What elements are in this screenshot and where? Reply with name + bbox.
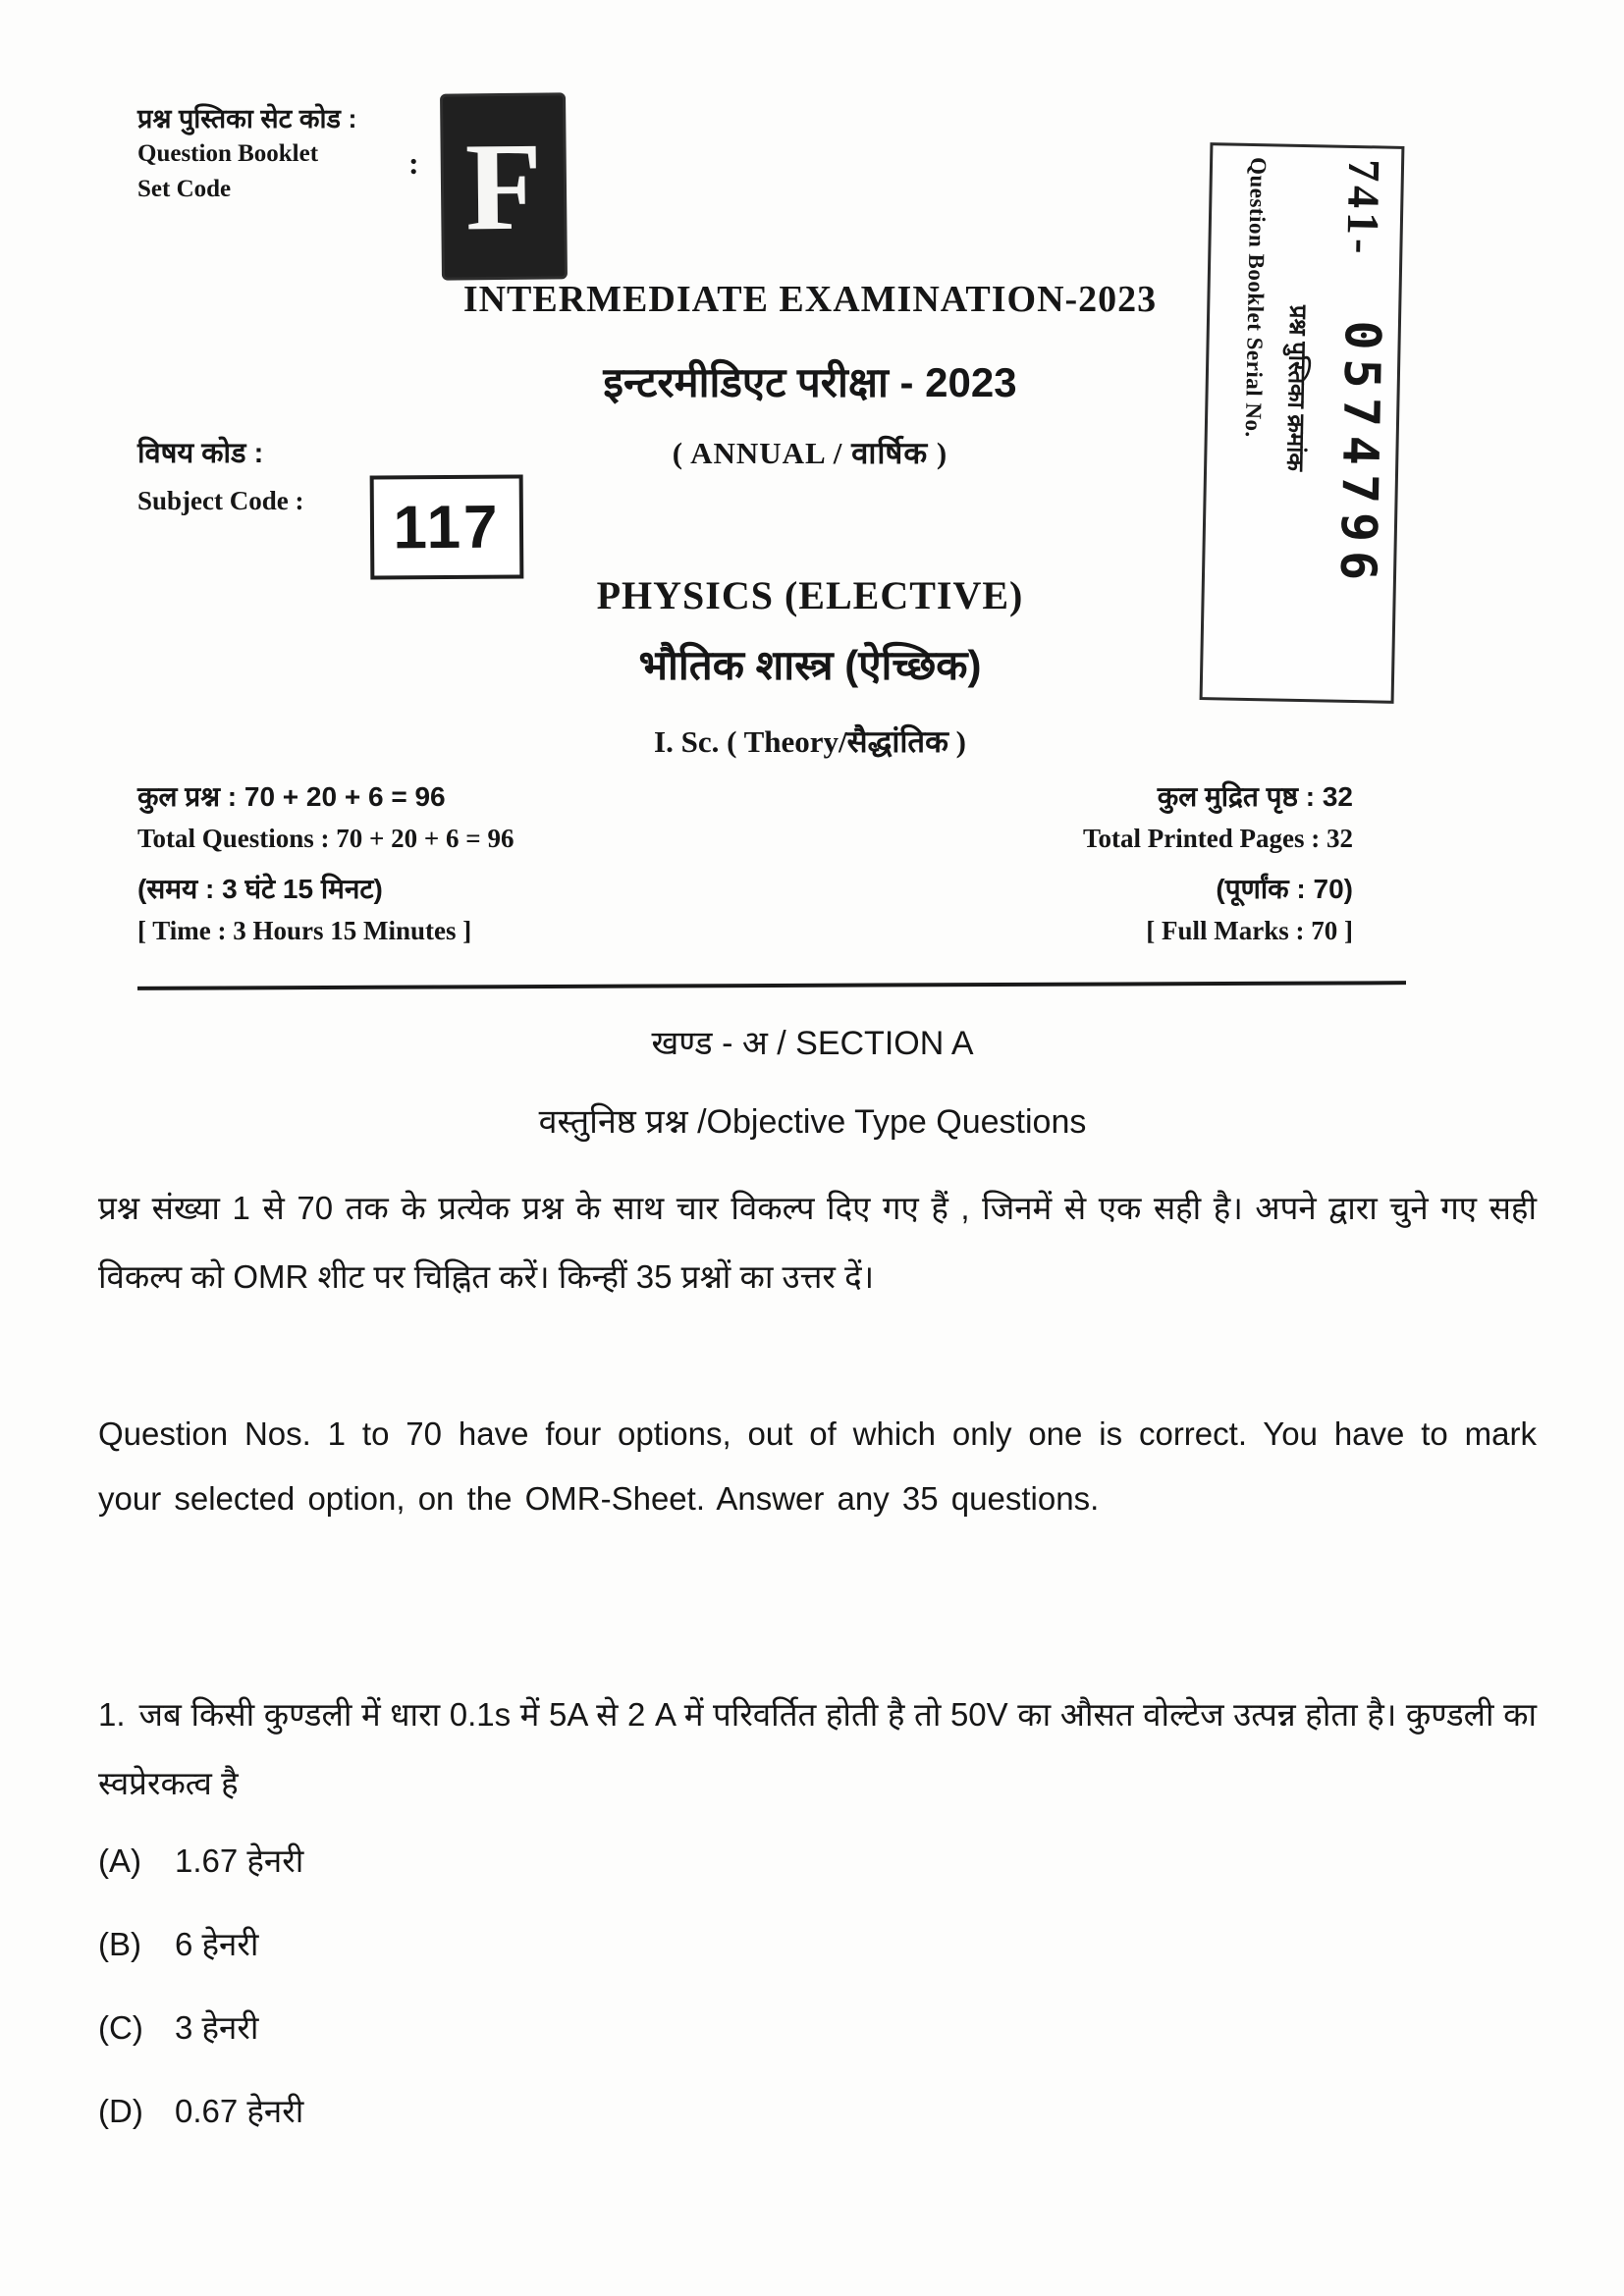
- option-a-label: (A): [98, 1842, 141, 1879]
- subject-code-value-box: 117: [370, 474, 524, 579]
- exam-title-hindi: इन्टरमीडिएट परीक्षा - 2023: [603, 359, 1017, 405]
- exam-title-english: INTERMEDIATE EXAMINATION-2023: [462, 279, 1158, 320]
- printed-pages-hindi: कुल मुद्रित पृष्ठ : 32: [1157, 781, 1353, 812]
- set-code-colon: :: [408, 145, 419, 181]
- serial-number-stamp: 0574796: [1328, 319, 1392, 590]
- set-code-label-english-line1: Question Booklet: [137, 140, 319, 167]
- set-code-label-english-line2: Set Code: [137, 176, 232, 202]
- booklet-serial-numbers: [1308, 158, 1394, 689]
- instructions-hindi: प्रश्न संख्या 1 से 70 तक के प्रत्येक प्रश्न के साथ चार विकल्प दिए गए हैं , जिनमें से एक सही है। अपने द्वारा चुने गए सही विकल्प को OMR शीट पर चिह्नित करें। किन्हीं 35 प्रश्नों का उत्तर दें।: [98, 1190, 1537, 1295]
- subject-code-label-english: Subject Code :: [137, 486, 304, 515]
- question-1-text: जब किसी कुण्डली में धारा 0.1s में 5A से 2 A में परिवर्तित होती है तो 50V का औसत वोल्टेज उत्पन्न होता है। कुण्डली का स्वप्रेरकत्व है: [98, 1696, 1537, 1801]
- subject-code-label-hindi: विषय कोड :: [137, 438, 264, 469]
- time-english: [ Time : 3 Hours 15 Minutes ]: [137, 916, 472, 945]
- stats-left-block: [137, 777, 514, 962]
- printed-pages-english: Total Printed Pages : 32: [1083, 824, 1353, 853]
- set-code-label-hindi: प्रश्न पुस्तिका सेट कोड :: [137, 104, 357, 133]
- question-1: [98, 1681, 1537, 1818]
- booklet-serial-box: [1200, 142, 1405, 704]
- option-a: [98, 1838, 1276, 1921]
- option-d-text: 0.67 हेनरी: [175, 2093, 304, 2129]
- stream-line: I. Sc. ( Theory/सैद्धांतिक ): [654, 724, 966, 759]
- annual-line: ( ANNUAL / वार्षिक ): [672, 436, 948, 470]
- option-d: [98, 2088, 1276, 2171]
- option-c-text: 3 हेनरी: [175, 2009, 259, 2046]
- option-b: [98, 1921, 1276, 2004]
- option-d-label: (D): [98, 2093, 143, 2129]
- set-code-value-stamp: F: [443, 95, 565, 277]
- time-hindi: (समय : 3 घंटे 15 मिनट): [137, 874, 383, 904]
- booklet-serial-rotated-content: [1210, 156, 1394, 689]
- option-a-text: 1.67 हेनरी: [175, 1842, 304, 1879]
- subject-code-block: [137, 430, 304, 524]
- question-1-number: 1.: [98, 1696, 126, 1733]
- serial-prefix: 741-: [1337, 158, 1390, 258]
- option-c-label: (C): [98, 2009, 143, 2046]
- total-questions-hindi: कुल प्रश्न : 70 + 20 + 6 = 96: [137, 781, 446, 812]
- stats-right-block: [933, 777, 1353, 962]
- section-subheading: वस्तुनिष्ठ प्रश्न /Objective Type Questions: [538, 1103, 1087, 1141]
- set-code-block: [137, 101, 356, 207]
- full-marks-hindi: (पूर्णांक : 70): [1216, 874, 1353, 904]
- total-questions-english: Total Questions : 70 + 20 + 6 = 96: [137, 824, 514, 853]
- instructions-english: Question Nos. 1 to 70 have four options, out of which only one is correct. You have to mark your selected option, on the OMR-Sheet. Answer any 35 questions.: [98, 1415, 1537, 1517]
- full-marks-english: [ Full Marks : 70 ]: [1146, 916, 1353, 945]
- option-b-label: (B): [98, 1926, 141, 1962]
- question-1-options: [98, 1838, 1276, 2171]
- subject-name-english: PHYSICS (ELECTIVE): [596, 573, 1024, 617]
- subject-name-hindi: भौतिक शास्त्र (ऐच्छिक): [638, 642, 982, 688]
- header-divider-rule: [137, 981, 1406, 990]
- serial-label-hindi: प्रश्न पुस्तिका क्रमांक: [1281, 304, 1312, 472]
- option-b-text: 6 हेनरी: [175, 1926, 259, 1962]
- section-heading: खण्ड - अ / SECTION A: [651, 1025, 974, 1062]
- serial-label-english: Question Booklet Serial No.: [1240, 156, 1272, 438]
- option-c: [98, 2004, 1276, 2088]
